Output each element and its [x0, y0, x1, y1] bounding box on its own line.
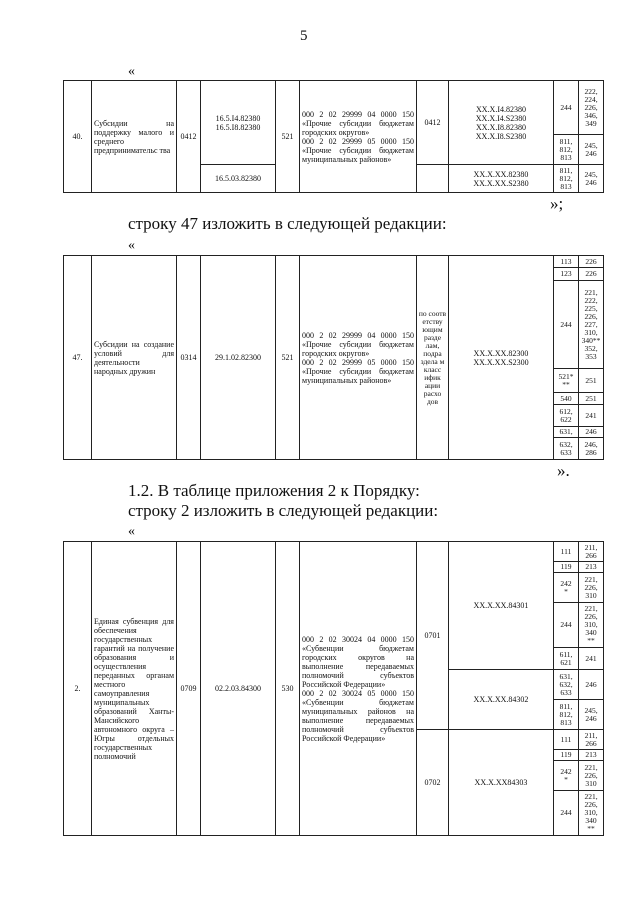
kosgu-code: 221, 226, 310, 340 ** [579, 603, 604, 648]
program-codes: 16.5.I4.82380 16.5.I8.82380 [201, 81, 276, 165]
agency-code: 521 [276, 81, 300, 193]
kosgu-code: 221, 226, 310 [579, 573, 604, 603]
table-row-47 [63, 255, 604, 460]
kosgu-code: 246 [579, 427, 604, 438]
section-code-2: 0412 [417, 81, 449, 165]
kosgu-code: 213 [579, 750, 604, 761]
kosgu-code: 211, 266 [579, 542, 604, 562]
subsidy-name: Субсидии на создание условий для деятельности народных дружин [92, 256, 177, 460]
expense-type: 111 [554, 730, 579, 750]
expense-type: 111 [554, 542, 579, 562]
expense-type: 123 [554, 268, 579, 281]
kosgu-code: 221, 222, 225, 226, 227, 310, 340** 352, 353 [579, 281, 604, 369]
expense-type: 632, 633 [554, 438, 579, 460]
program-codes: 16.5.03.82380 [201, 165, 276, 193]
target-code-3: XX.X.XX84303 [449, 730, 554, 836]
revenue-classification: 000 2 02 30024 04 0000 150 «Субвенции бюджетам городских округов на выполнение передаваемых полномочий субъектов Российской Федерации» 000 2 02 30024 05 0000 150 «Субвенции бюджетам муниципальных районов на выполнение передаваемых полномочий субъектов Российской Федерации» [300, 542, 417, 836]
kosgu-code: 226 [579, 268, 604, 281]
kosgu-code: 221, 226, 310 [579, 761, 604, 791]
kosgu-code: 251 [579, 393, 604, 405]
expense-type: 540 [554, 393, 579, 405]
expense-type: 811, 812, 813 [554, 165, 579, 193]
row-number: 2. [64, 542, 92, 836]
expense-type: 611, 621 [554, 648, 579, 670]
row-number: 40. [64, 81, 92, 193]
revenue-classification: 000 2 02 29999 04 0000 150 «Прочие субсидии бюджетам городских округов» 000 2 02 29999 05 0000 150 «Прочие субсидии бюджетам муниципальных районов» [300, 256, 417, 460]
expense-type: 119 [554, 562, 579, 573]
kosgu-code: 245, 246 [579, 165, 604, 193]
subvention-name: Единая субвенция для обеспечения государственных гарантий на получение образования и осуществления переданных органам местного самоуправления муниципальных образований Ханты-Мансийского автономного округа – Югры отдельных государственных полномочий [92, 542, 177, 836]
expense-type: 244 [554, 81, 579, 135]
section-code: 0412 [177, 81, 201, 193]
expense-type: 811, 812, 813 [554, 135, 579, 165]
kosgu-code: 211, 266 [579, 730, 604, 750]
expense-type: 244 [554, 281, 579, 369]
table-row-2 [63, 541, 604, 836]
open-quote: « [128, 238, 135, 253]
kosgu-code: 246 [579, 670, 604, 700]
expense-type: 244 [554, 791, 579, 836]
table-row-40 [63, 80, 604, 193]
kosgu-code: 226 [579, 256, 604, 268]
target-codes: XX.X.I4.82380 XX.X.I4.S2380 XX.X.I8.82380 XX.X.I8.S2380 [449, 81, 554, 165]
section-code-0702: 0702 [417, 730, 449, 836]
section-code: 0314 [177, 256, 201, 460]
expense-type: 113 [554, 256, 579, 268]
section-code: 0709 [177, 542, 201, 836]
expense-type: 612, 622 [554, 405, 579, 427]
expense-type: 242 * [554, 761, 579, 791]
close-quote-1: »; [550, 194, 564, 213]
per-sections-note: по соотв етству ющим разде лам, подра здела м класс ифик ации расхо дов [417, 256, 449, 460]
agency-code: 521 [276, 256, 300, 460]
expense-type: 631, 632, 633 [554, 670, 579, 700]
instruction-row47: строку 47 изложить в следующей редакции: [128, 214, 447, 233]
kosgu-code: 241 [579, 648, 604, 670]
agency-code: 530 [276, 542, 300, 836]
kosgu-code: 213 [579, 562, 604, 573]
expense-type: 242 * [554, 573, 579, 603]
program-code: 02.2.03.84300 [201, 542, 276, 836]
open-quote: « [128, 524, 135, 539]
program-code: 29.1.02.82300 [201, 256, 276, 460]
close-quote-2: ». [557, 461, 570, 480]
target-codes: XX.X.XX.82380 XX.X.XX.S2380 [449, 165, 554, 193]
instruction-item12: 1.2. В таблице приложения 2 к Порядку: [128, 481, 420, 500]
expense-type: 811, 812, 813 [554, 700, 579, 730]
kosgu-code: 241 [579, 405, 604, 427]
kosgu-code: 221, 226, 310, 340 ** [579, 791, 604, 836]
target-code-1: XX.X.XX.84301 [449, 542, 554, 670]
page-number: 5 [300, 28, 308, 44]
revenue-classification: 000 2 02 29999 04 0000 150 «Прочие субсидии бюджетам городских округов» 000 2 02 29999 05 0000 150 «Прочие субсидии бюджетам муниципальных районов» [300, 81, 417, 193]
kosgu-code: 245, 246 [579, 135, 604, 165]
kosgu-code: 245, 246 [579, 700, 604, 730]
row-number: 47. [64, 256, 92, 460]
target-code-2: XX.X.XX.84302 [449, 670, 554, 730]
kosgu-code: 246, 286 [579, 438, 604, 460]
kosgu-code: 222, 224, 226, 346, 349 [579, 81, 604, 135]
expense-type: 119 [554, 750, 579, 761]
open-quote: « [128, 64, 135, 79]
kosgu-code: 251 [579, 369, 604, 393]
expense-type: 521* ** [554, 369, 579, 393]
section-code-0701: 0701 [417, 542, 449, 730]
expense-type: 244 [554, 603, 579, 648]
subsidy-name: Субсидии на поддержку малого и среднего предпринимательс тва [92, 81, 177, 193]
target-codes: XX.X.XX.82300 XX.X.XX.S2300 [449, 256, 554, 460]
instruction-row2: строку 2 изложить в следующей редакции: [128, 501, 439, 520]
expense-type: 631, [554, 427, 579, 438]
